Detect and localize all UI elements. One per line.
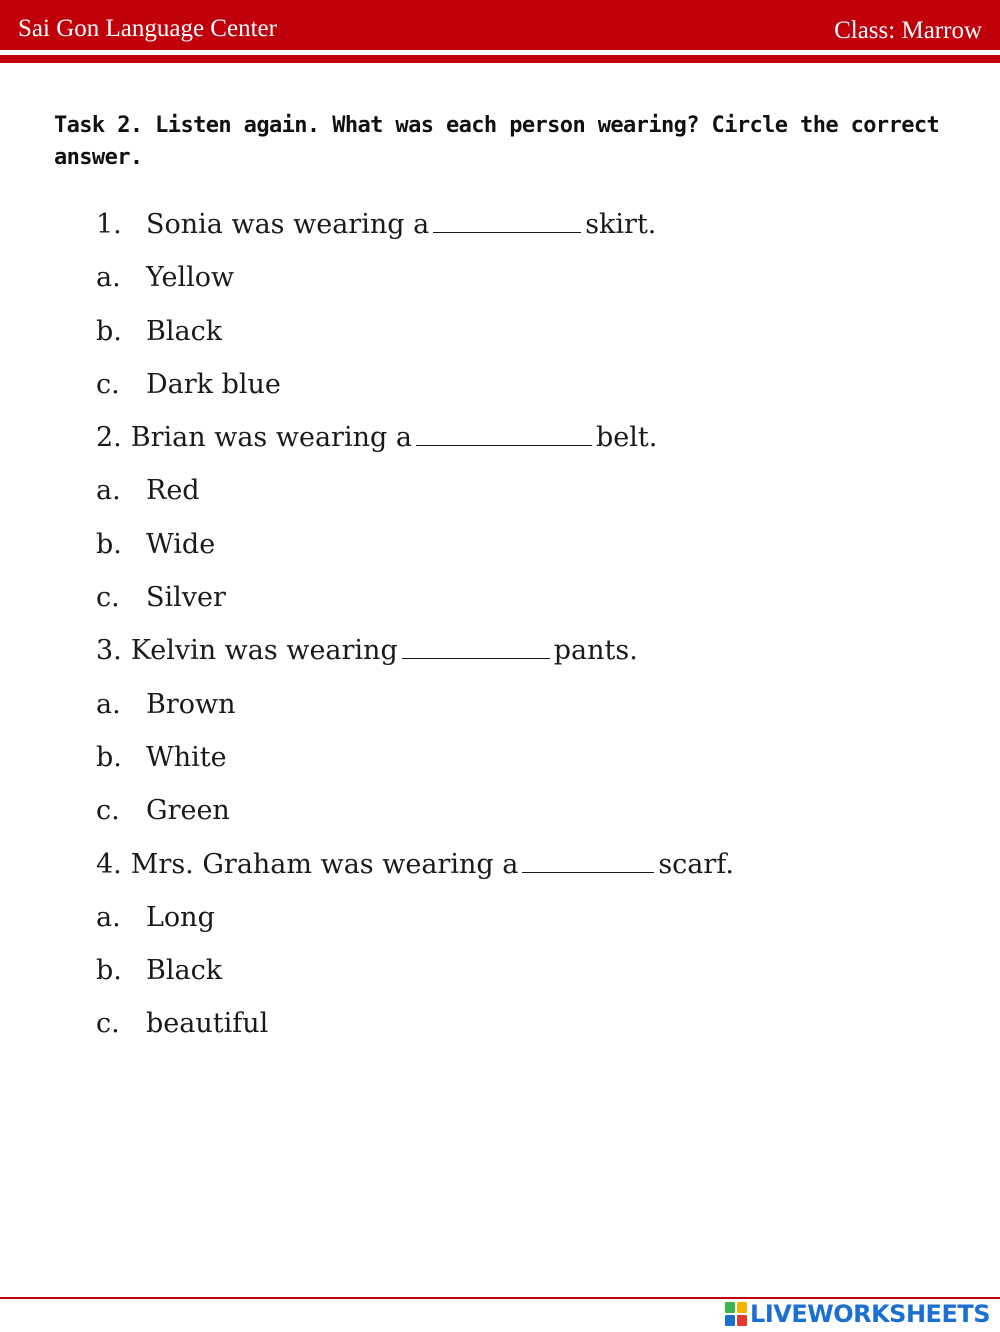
option-3a[interactable] (96, 685, 956, 738)
option-2c[interactable] (96, 578, 956, 631)
option-text: White (146, 741, 227, 773)
option-text: Black (146, 955, 223, 987)
answer-blank (522, 845, 654, 873)
option-2a[interactable] (96, 471, 956, 524)
answer-blank (433, 205, 581, 233)
option-text: Green (146, 795, 230, 827)
option-3b[interactable] (96, 738, 956, 791)
question-list (96, 205, 956, 1058)
question-text-before: Sonia was wearing a (146, 209, 430, 240)
option-text: Brown (146, 688, 236, 720)
logo-tile-green (725, 1302, 735, 1313)
question-number: 4. (96, 848, 122, 880)
option-1a[interactable] (96, 258, 956, 311)
option-text: Wide (146, 528, 216, 560)
option-letter: c. (96, 582, 120, 614)
option-text: Silver (146, 582, 226, 614)
answer-blank (402, 631, 550, 659)
question-4 (96, 845, 956, 898)
brand-name: LIVEWORKSHEETS (750, 1300, 990, 1328)
option-text: Yellow (146, 262, 235, 294)
header-rule (0, 55, 1000, 63)
option-letter: b. (96, 955, 122, 987)
question-text-after: pants. (553, 635, 638, 667)
option-1b[interactable] (96, 312, 956, 365)
option-text: Black (146, 315, 223, 347)
option-text: Dark blue (146, 368, 281, 400)
question-number: 3. (96, 635, 122, 667)
option-letter: c. (96, 1008, 120, 1040)
question-1 (96, 205, 956, 258)
option-3c[interactable] (96, 791, 956, 844)
question-text-after: belt. (595, 422, 658, 454)
center-name: Sai Gon Language Center (18, 15, 277, 42)
header-band (0, 0, 1000, 50)
option-4c[interactable] (96, 1004, 956, 1057)
option-1c[interactable] (96, 365, 956, 418)
option-letter: a. (96, 262, 121, 294)
question-text-before: Brian was wearing a (130, 422, 412, 454)
option-letter: b. (96, 741, 122, 773)
task-instruction: Task 2. Listen again. What was each person wearing? Circle the correct answer. (54, 113, 940, 170)
option-text: Red (146, 475, 200, 507)
question-text-before: Kelvin was wearing (130, 635, 398, 667)
option-4b[interactable] (96, 951, 956, 1004)
option-letter: c. (96, 368, 120, 400)
option-text: Long (146, 901, 215, 933)
question-text-after: skirt. (585, 209, 657, 240)
option-letter: b. (96, 315, 122, 347)
option-letter: a. (96, 688, 121, 720)
option-text: beautiful (146, 1008, 269, 1040)
class-name: Class: Marrow (834, 17, 982, 44)
question-3 (96, 631, 956, 684)
answer-blank (416, 418, 592, 446)
question-number: 1. (96, 209, 122, 240)
option-2b[interactable] (96, 525, 956, 578)
question-text-after: scarf. (658, 848, 734, 880)
logo-tile-blue (725, 1315, 735, 1326)
option-letter: a. (96, 901, 121, 933)
liveworksheets-logo (725, 1300, 990, 1328)
option-letter: a. (96, 475, 121, 507)
logo-mark-icon (725, 1302, 747, 1326)
footer-rule (0, 1297, 1000, 1299)
question-text-before: Mrs. Graham was wearing a (130, 848, 519, 880)
option-4a[interactable] (96, 898, 956, 951)
option-letter: b. (96, 528, 122, 560)
logo-tile-red (737, 1315, 747, 1326)
logo-tile-yellow (737, 1302, 747, 1313)
question-number: 2. (96, 422, 122, 454)
question-2 (96, 418, 956, 471)
option-letter: c. (96, 795, 120, 827)
